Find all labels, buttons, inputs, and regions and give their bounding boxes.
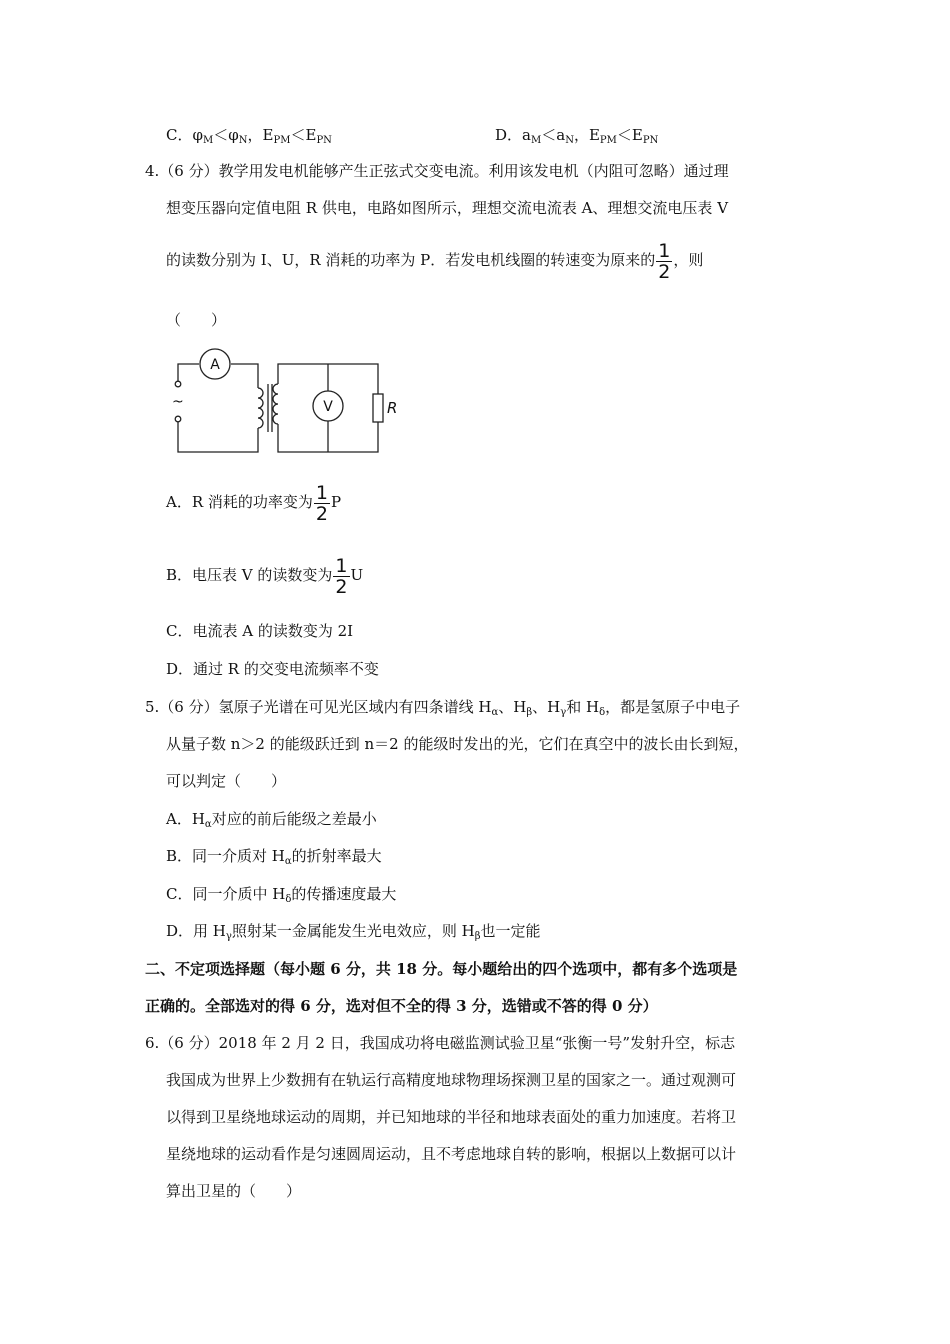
primary-coil (258, 388, 263, 428)
q3-option-c: C．$\varphi_M<\varphi_N$，$E_{PM}<E_{PN}$ (166, 126, 332, 146)
section-2-heading-line-2: 正确的。全部选对的得 6 分，选对但不全的得 3 分，选错或不答的得 0 分） (145, 997, 658, 1015)
q6-line-4: 星绕地球的运动看作是匀速圆周运动，且不考虑地球自转的影响，根据以上数据可以计 (166, 1145, 737, 1163)
resistor-box (373, 394, 383, 422)
q4-fraction: $\frac{1}{2}$ (658, 239, 671, 283)
q6-line-3: 以得到卫星绕地球运动的周期，并已知地球的半径和地球表面处的重力加速度。若将卫 (166, 1108, 737, 1126)
primary-wire-left-top (178, 364, 199, 382)
source-terminal-top (175, 381, 181, 387)
q5-option-b: B．同一介质对 $H_\alpha$的折射率最大 (166, 847, 382, 867)
q4-line-3: 的读数分别为 I、U，R 消耗的功率为 P．若发电机线圈的转速变为原来的 $\frac{1}{2}$ ，则 (166, 239, 704, 283)
resistor-label: R (387, 399, 398, 417)
q5-option-c: C．同一介质中 $H_\delta$的传播速度最大 (166, 885, 397, 905)
q6-line-2: 我国成为世界上少数拥有在轨运行高精度地球物理场探测卫星的国家之一。通过观测可 (166, 1071, 737, 1089)
q4-option-a-fraction: $\frac{1}{2}$ (315, 481, 328, 525)
q5-line-1: 5.（6 分）氢原子光谱在可见光区域内有四条谱线 $H_\alpha$、$H_\beta$、$H_\gamma$和 $H_\delta$，都是氢原子中电子 (145, 698, 741, 718)
q5-line-2: 从量子数 n＞2 的能级跃迁到 n＝2 的能级时发出的光，它们在真空中的波长由长到短， (166, 735, 749, 753)
q6-line-5: 算出卫星的（ ） (166, 1182, 302, 1200)
circuit-diagram (165, 344, 410, 459)
q5-option-a: A．$H_\alpha$对应的前后能级之差最小 (166, 810, 377, 830)
q4-option-b: B．电压表 V 的读数变为 $\frac{1}{2}$ U (166, 554, 364, 598)
q4-answer-bracket: （ ） (166, 311, 227, 329)
ammeter-label: A (210, 357, 220, 373)
q4-option-b-fraction: $\frac{1}{2}$ (335, 554, 348, 598)
q4-line-2: 想变压器向定值电阻 R 供电，电路如图所示，理想交流电流表 A、理想交流电压表 V (166, 199, 729, 217)
q4-line-1: 4.（6 分）教学用发电机能够产生正弦式交变电流。利用该发电机（内阻可忽略）通过理 (145, 162, 729, 180)
q4-option-c: C．电流表 A 的读数变为 2I (166, 622, 354, 640)
ac-source-symbol: ~ (172, 394, 184, 410)
q4-option-a: A．R 消耗的功率变为 $\frac{1}{2}$ P (166, 481, 342, 525)
q5-line-3: 可以判定（ ） (166, 772, 287, 790)
q3-option-d: D．$a_M<a_N$，$E_{PM}<E_{PN}$ (495, 126, 659, 146)
primary-wire-right-top (231, 364, 258, 388)
primary-wire-bottom (178, 422, 258, 452)
q4-option-d: D．通过 R 的交变电流频率不变 (166, 660, 379, 678)
source-terminal-bottom (175, 416, 181, 422)
section-2-heading-line-1: 二、不定项选择题（每小题 6 分，共 18 分。每小题给出的四个选项中，都有多个选项是 (145, 960, 738, 978)
q6-line-1: 6.（6 分）2018 年 2 月 2 日，我国成功将电磁监测试验卫星“张衡一号”发射升空，标志 (145, 1034, 736, 1052)
voltmeter-label: V (323, 399, 333, 415)
secondary-coil (273, 384, 278, 424)
q5-option-d: D．用 $H_\gamma$照射某一金属能发生光电效应，则 $H_\beta$也一定能 (166, 922, 541, 942)
